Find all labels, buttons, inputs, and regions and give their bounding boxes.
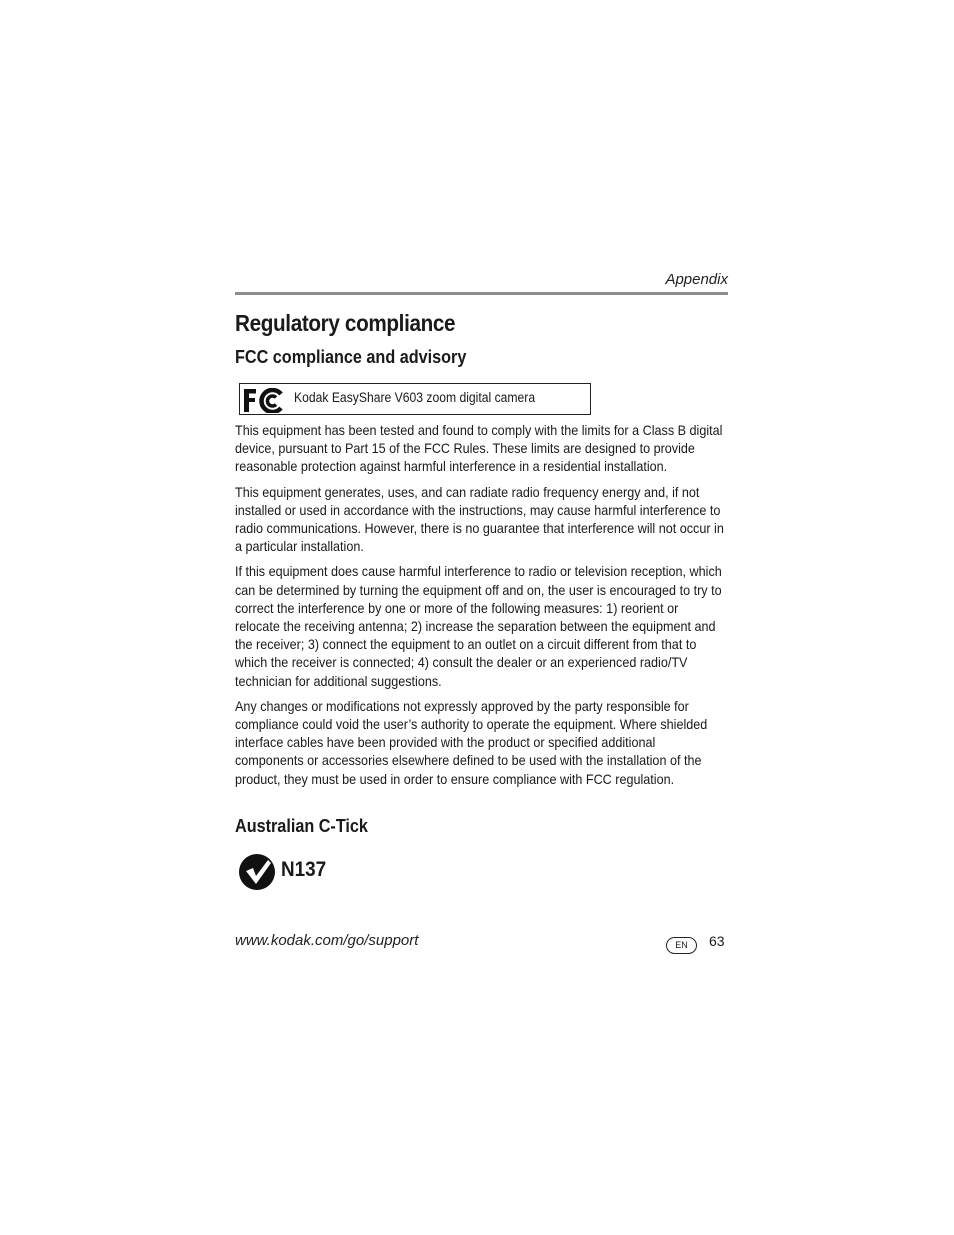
fcc-heading: FCC compliance and advisory: [235, 347, 467, 367]
fcc-product-name: Kodak EasyShare V603 zoom digital camera: [294, 390, 536, 405]
page-title: Regulatory compliance: [235, 310, 456, 336]
language-badge: EN: [666, 937, 697, 954]
ctick-code: N137: [281, 858, 327, 881]
fcc-paragraph: This equipment generates, uses, and can radiate radio frequency energy and, if not installed or used in accordance with the instructions, may cause harmful interference to radio communications. However, there is no guarantee that interference will not occur in a particular installation.: [235, 483, 724, 555]
fcc-logo-icon: [243, 388, 283, 413]
fcc-body: [235, 421, 726, 795]
page-number: 63: [709, 933, 725, 949]
running-header: Appendix: [665, 271, 728, 288]
c-tick-icon: [238, 853, 276, 891]
fcc-paragraph: If this equipment does cause harmful interference to radio or television reception, which can be determined by turning the equipment off and on, the user is encouraged to try to correct the interference by one or more of the following measures: 1) reorient or relocate the receiving antenna; 2) increase the separation between the equipment and the receiver; 3) connect the equipment to an outlet on a circuit different from that to which the receiver is connected; 4) consult the dealer or an experienced radio/TV technician for additional suggestions.: [235, 563, 722, 689]
header-rule: [235, 292, 728, 295]
ctick-heading: Australian C-Tick: [235, 816, 368, 836]
fcc-paragraph: Any changes or modifications not expressly approved by the party responsible for compliance could void the user’s authority to operate the equipment. Where shielded interface cables have been provided with the product or specified additional components or accessories elsewhere defined to be used with the installation of the product, they must be used in order to ensure compliance with FCC regulation.: [235, 697, 708, 787]
support-url[interactable]: www.kodak.com/go/support: [235, 932, 419, 949]
fcc-product-box: [239, 383, 591, 415]
fcc-paragraph: This equipment has been tested and found to comply with the limits for a Class B digital device, pursuant to Part 15 of the FCC Rules. These limits are designed to provide reasonable protection against harmful interference in a residential installation.: [235, 422, 723, 475]
